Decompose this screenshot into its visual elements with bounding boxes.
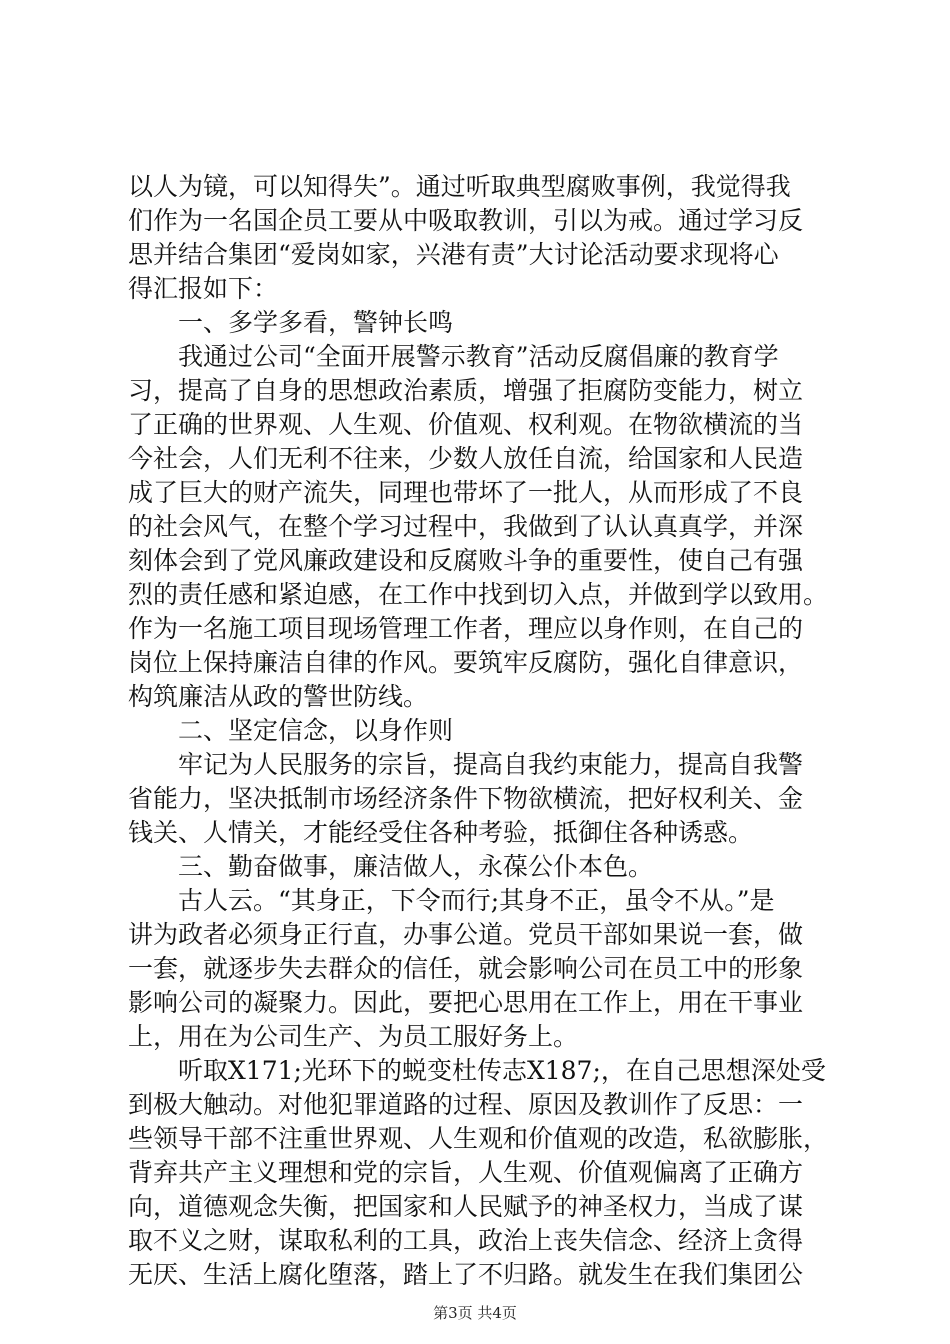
- text-line: 上，用在为公司生产、为员工服好务上。: [128, 1022, 579, 1051]
- text-line: 到极大触动。对他犯罪道路的过程、原因及教训作了反思：一: [128, 1090, 804, 1119]
- text-line: 无厌、生活上腐化堕落，踏上了不归路。就发生在我们集团公: [128, 1260, 804, 1289]
- text-line: 些领导干部不注重世界观、人生观和价值观的改造，私欲膨胀，: [128, 1124, 829, 1153]
- text-line: 我通过公司“全面开展警示教育”活动反腐倡廉的教育学: [128, 342, 779, 371]
- text-line: 构筑廉洁从政的警世防线。: [128, 682, 429, 711]
- text-line: 刻体会到了党风廉政建设和反腐败斗争的重要性，使自己有强: [128, 546, 804, 575]
- text-line: 岗位上保持廉洁自律的作风。要筑牢反腐防，强化自律意识，: [128, 648, 804, 677]
- text-line: 钱关、人情关，才能经受住各种考验，抵御住各种诱惑。: [128, 818, 754, 847]
- text-line: 今社会，人们无利不往来，少数人放任自流，给国家和人民造: [128, 444, 804, 473]
- text-line: 古人云。“其身正，下令而行;其身不正，虽令不从。”是: [128, 886, 775, 915]
- text-line: 的社会风气，在整个学习过程中，我做到了认认真真学，并深: [128, 512, 804, 541]
- text-line: 背弃共产主义理想和党的宗旨，人生观、价值观偏离了正确方: [128, 1158, 804, 1187]
- text-line: 以人为镜，可以知得失”。通过听取典型腐败事例，我觉得我: [128, 172, 791, 201]
- section-heading-2: 二、坚定信念，以身作则: [128, 716, 454, 745]
- text-line: 听取X171;光环下的蜕变杜传志X187;，在自己思想深处受: [128, 1056, 826, 1085]
- text-line: 烈的责任感和紧迫感，在工作中找到切入点，并做到学以致用。: [128, 580, 829, 609]
- page-number-footer: 第3页 共4页: [433, 1304, 517, 1322]
- text-line: 讲为政者必须身正行直，办事公道。党员干部如果说一套，做: [128, 920, 804, 949]
- text-line: 省能力，坚决抵制市场经济条件下物欲横流，把好权利关、金: [128, 784, 804, 813]
- text-line: 一套，就逐步失去群众的信任，就会影响公司在员工中的形象: [128, 954, 804, 983]
- text-line: 取不义之财，谋取私利的工具，政治上丧失信念、经济上贪得: [128, 1226, 804, 1255]
- text-line: 影响公司的凝聚力。因此，要把心思用在工作上，用在干事业: [128, 988, 804, 1017]
- text-line: 牢记为人民服务的宗旨，提高自我约束能力，提高自我警: [128, 750, 804, 779]
- section-heading-3: 三、勤奋做事，廉洁做人，永葆公仆本色。: [128, 852, 654, 881]
- text-line: 成了巨大的财产流失，同理也带坏了一批人，从而形成了不良: [128, 478, 804, 507]
- text-line: 们作为一名国企员工要从中吸取教训，引以为戒。通过学习反: [128, 206, 804, 235]
- text-line: 向，道德观念失衡，把国家和人民赋予的神圣权力，当成了谋: [128, 1192, 804, 1221]
- body-text: [128, 170, 828, 1292]
- text-line: 了正确的世界观、人生观、价值观、权利观。在物欲横流的当: [128, 410, 804, 439]
- section-heading-1: 一、多学多看，警钟长鸣: [128, 308, 454, 337]
- text-line: 思并结合集团“爱岗如家，兴港有责”大讨论活动要求现将心: [128, 240, 779, 269]
- text-line: 作为一名施工项目现场管理工作者，理应以身作则，在自己的: [128, 614, 804, 643]
- text-line: 习，提高了自身的思想政治素质，增强了拒腐防变能力，树立: [128, 376, 804, 405]
- text-line: 得汇报如下：: [128, 274, 279, 303]
